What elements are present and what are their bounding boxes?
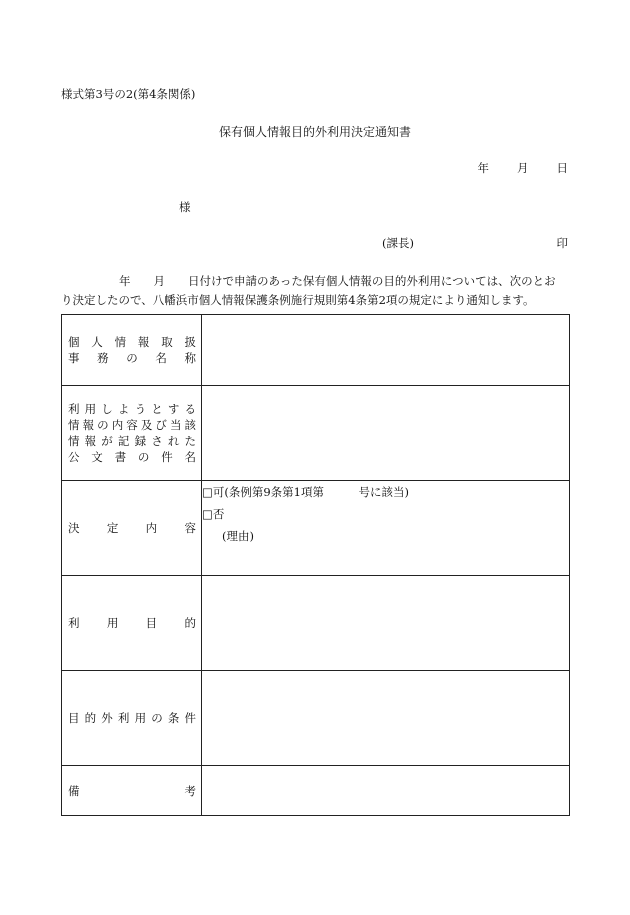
- body-text-line-2: り決定したので、八幡浜市個人情報保護条例施行規則第4条第2項の規定により通知します。: [61, 293, 535, 307]
- date-year: 年: [477, 161, 489, 175]
- seal-mark: 印: [556, 236, 568, 250]
- value-remarks: [202, 766, 570, 816]
- table-row: [62, 576, 570, 671]
- value-conditions: [202, 671, 570, 766]
- label-purpose: 利 用 目 的: [62, 576, 202, 671]
- document-title: 保有個人情報目的外利用決定通知書: [218, 125, 411, 139]
- addressee-suffix: 様: [179, 200, 191, 214]
- label-line: 事 務 の 名 称: [68, 351, 196, 365]
- label-info-content: [62, 386, 202, 481]
- table-row: [62, 481, 570, 576]
- label-remarks: 備 考: [62, 766, 202, 816]
- label-line: 情 報 が 記 録 さ れ た: [68, 434, 196, 448]
- table-row: [62, 766, 570, 816]
- date-day: 日: [556, 161, 568, 175]
- label-line: 情 報 の 内 容 及 び 当 該: [68, 418, 196, 432]
- date-month: 月: [517, 161, 529, 175]
- value-info-content: [202, 386, 570, 481]
- value-decision: [202, 481, 570, 576]
- decision-table: [61, 314, 570, 816]
- issuer-title: (課長): [382, 236, 414, 250]
- label-line: 公 文 書 の 件 名: [68, 450, 196, 464]
- option-approve: □可(条例第9条第1項第 号に該当): [202, 485, 409, 499]
- value-office-name: [202, 315, 570, 386]
- reason-label: (理由): [222, 529, 254, 543]
- table-row: [62, 671, 570, 766]
- value-purpose: [202, 576, 570, 671]
- label-conditions: 目 的 外 利 用 の 条 件: [62, 671, 202, 766]
- label-office-name: [62, 315, 202, 386]
- label-line: 利 用 し よ う と す る: [68, 402, 196, 416]
- table-row: [62, 315, 570, 386]
- body-text-line-1: 年 月 日付けで申請のあった保有個人情報の目的外利用については、次のとお: [119, 274, 556, 288]
- date-line: [478, 160, 569, 176]
- table-row: [62, 386, 570, 481]
- label-line: 個 人 情 報 取 扱: [68, 335, 196, 349]
- label-decision: 決 定 内 容: [62, 481, 202, 576]
- form-number: 様式第3号の2(第4条関係): [61, 87, 196, 101]
- option-deny: □否: [202, 507, 225, 521]
